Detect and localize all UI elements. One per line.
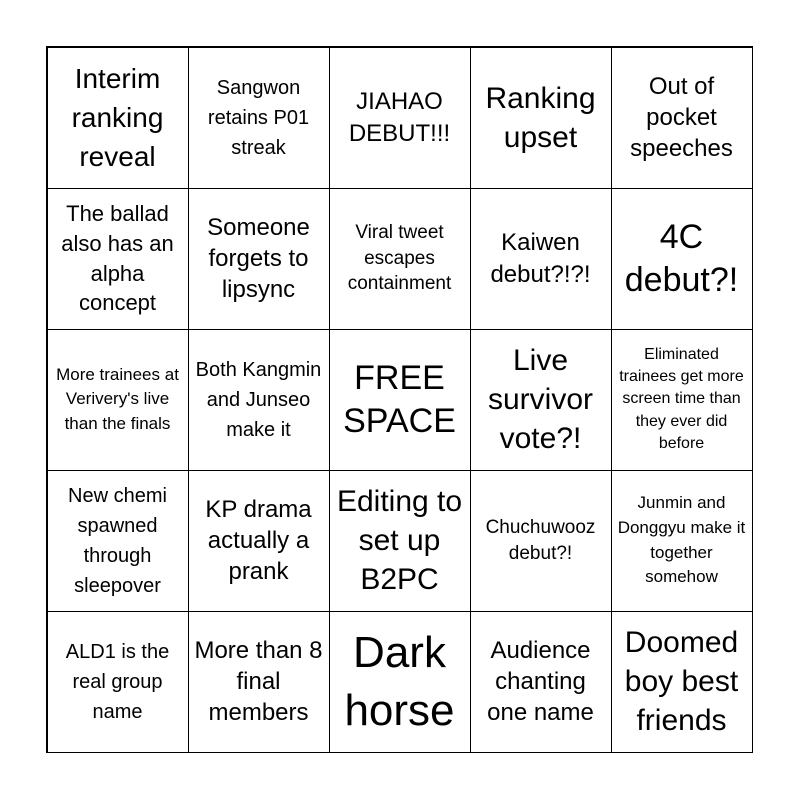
bingo-cell[interactable]: FREE SPACE: [329, 329, 471, 471]
bingo-cell[interactable]: Kaiwen debut?!?!: [470, 188, 612, 330]
bingo-cell[interactable]: Dark horse: [329, 611, 471, 753]
bingo-cell[interactable]: Someone forgets to lipsync: [188, 188, 330, 330]
bingo-cell[interactable]: Chuchuwooz debut?!: [470, 470, 612, 612]
bingo-cell[interactable]: New chemi spawned through sleepover: [47, 470, 189, 612]
bingo-cell[interactable]: Junmin and Donggyu make it together somehow: [611, 470, 753, 612]
bingo-cell[interactable]: Audience chanting one name: [470, 611, 612, 753]
bingo-cell[interactable]: Eliminated trainees get more screen time than they ever did before: [611, 329, 753, 471]
bingo-cell[interactable]: Interim ranking reveal: [47, 47, 189, 189]
bingo-cell[interactable]: 4C debut?!: [611, 188, 753, 330]
bingo-cell[interactable]: Ranking upset: [470, 47, 612, 189]
bingo-board: [46, 46, 753, 753]
bingo-cell[interactable]: The ballad also has an alpha concept: [47, 188, 189, 330]
bingo-cell[interactable]: KP drama actually a prank: [188, 470, 330, 612]
bingo-cell[interactable]: More than 8 final members: [188, 611, 330, 753]
bingo-cell[interactable]: Doomed boy best friends: [611, 611, 753, 753]
bingo-cell[interactable]: Both Kangmin and Junseo make it: [188, 329, 330, 471]
bingo-cell[interactable]: Live survivor vote?!: [470, 329, 612, 471]
bingo-cell[interactable]: More trainees at Verivery's live than the finals: [47, 329, 189, 471]
bingo-cell[interactable]: ALD1 is the real group name: [47, 611, 189, 753]
bingo-cell[interactable]: Sangwon retains P01 streak: [188, 47, 330, 189]
bingo-cell[interactable]: Editing to set up B2PC: [329, 470, 471, 612]
bingo-cell[interactable]: JIAHAO DEBUT!!!: [329, 47, 471, 189]
bingo-cell[interactable]: Out of pocket speeches: [611, 47, 753, 189]
bingo-cell[interactable]: Viral tweet escapes containment: [329, 188, 471, 330]
